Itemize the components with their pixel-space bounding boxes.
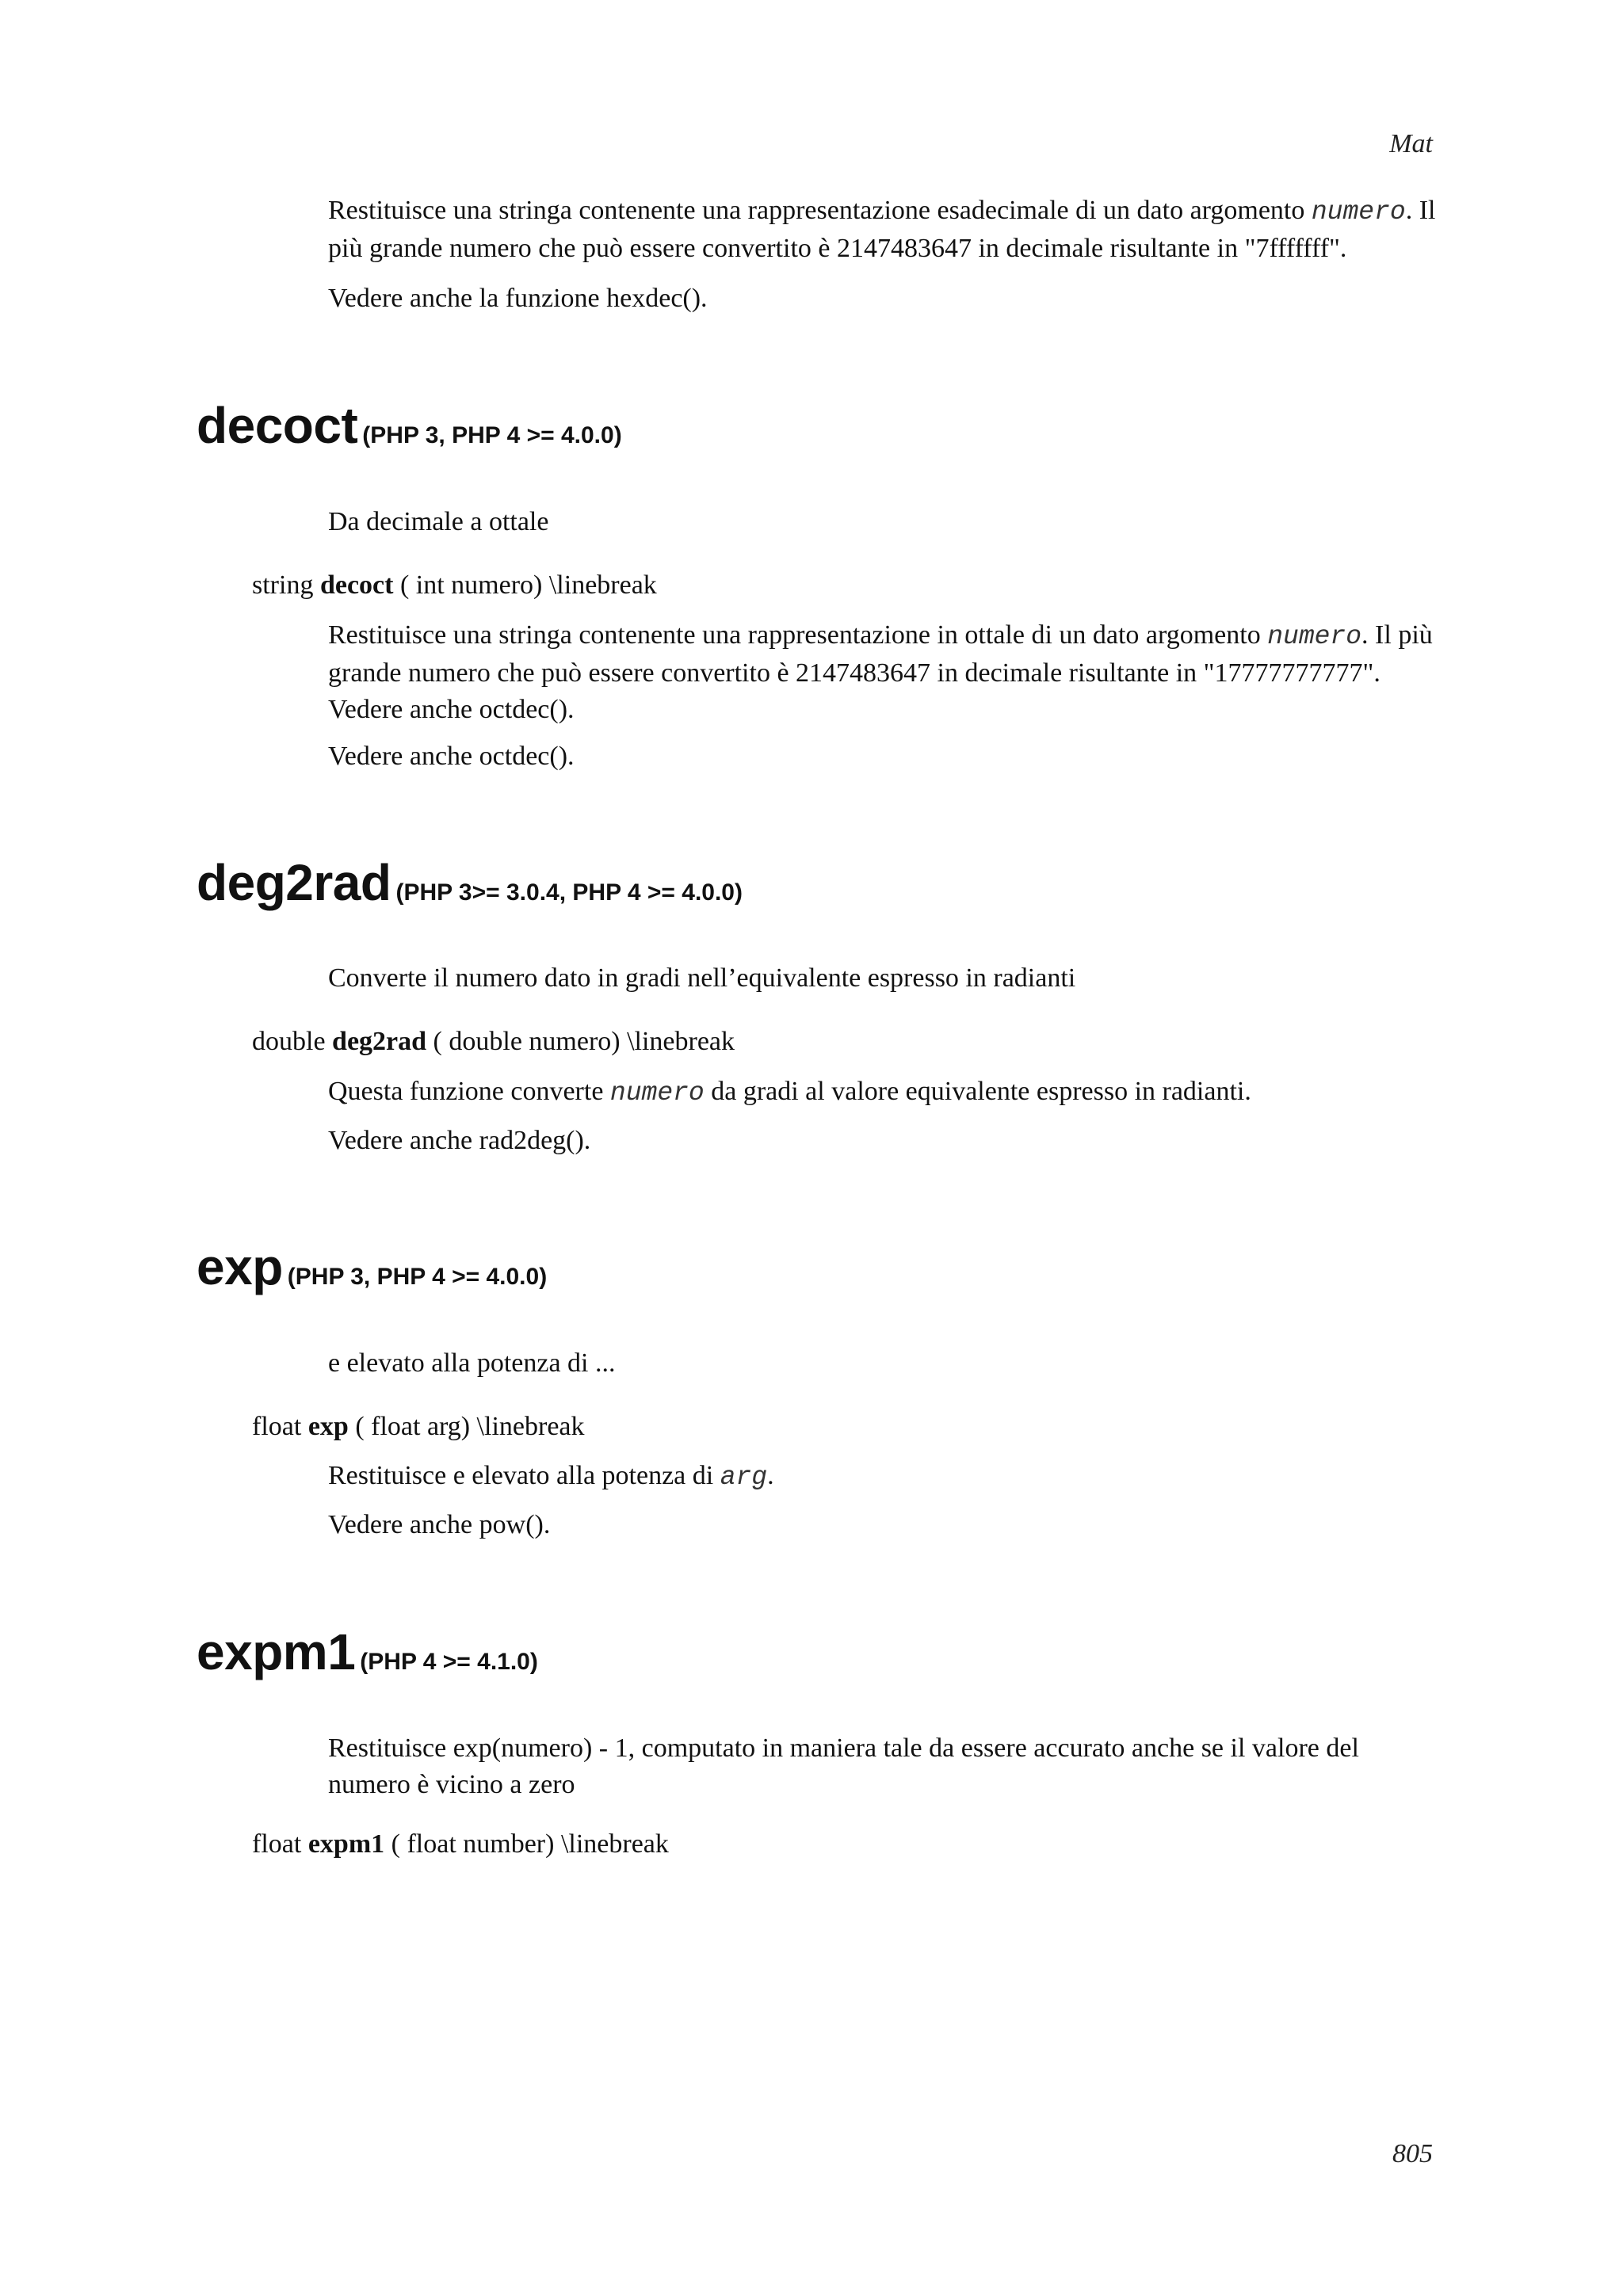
see-also-exp: Vedere anche pow(). xyxy=(328,1510,551,1539)
synopsis-exp xyxy=(252,1409,585,1445)
synopsis-function-name: exp xyxy=(307,1412,349,1441)
description-text-b: . xyxy=(767,1461,774,1490)
return-type: float xyxy=(252,1829,302,1859)
description-text-a: Restituisce e elevato alla potenza di xyxy=(328,1461,720,1490)
intro-parameter: numero xyxy=(1311,197,1406,227)
function-name: deg2rad xyxy=(197,854,391,911)
entry-heading-decoct xyxy=(197,396,622,455)
synopsis-arguments: ( int numero) \linebreak xyxy=(399,570,657,600)
running-header: Mat xyxy=(1389,129,1433,158)
function-name: decoct xyxy=(197,397,358,454)
description-text-b: da gradi al valore equivalente espresso in radianti. xyxy=(704,1077,1251,1106)
description-text-a: Restituisce una stringa contenente una rappresentazione in ottale di un dato argomento xyxy=(328,620,1268,650)
entry-heading-exp xyxy=(197,1238,547,1296)
synopsis-arguments: ( float arg) \linebreak xyxy=(355,1412,585,1441)
version-info: (PHP 3>= 3.0.4, PHP 4 >= 4.0.0) xyxy=(395,879,743,906)
version-info: (PHP 4 >= 4.1.0) xyxy=(360,1649,538,1675)
synopsis-function-name: decoct xyxy=(319,570,394,600)
function-name: expm1 xyxy=(197,1623,356,1680)
description-decoct xyxy=(328,617,1438,728)
synopsis-arguments: ( float number) \linebreak xyxy=(391,1829,669,1859)
see-also-deg2rad: Vedere anche rad2deg(). xyxy=(328,1126,591,1155)
intro-description-text-a: Restituisce una stringa contenente una rappresentazione esadecimale di un dato argomento xyxy=(328,196,1312,225)
description-deg2rad xyxy=(328,1074,1438,1112)
description-text-b: . Il più grande numero che può essere convertito è 2147483647 in decimale risultante in "17777777777". Vedere anche octdec(). xyxy=(328,620,1433,724)
intro-description xyxy=(328,193,1438,267)
function-name: exp xyxy=(197,1238,283,1295)
entry-heading-expm1 xyxy=(197,1623,538,1681)
synopsis-function-name: deg2rad xyxy=(332,1027,427,1056)
description-text-a: Questa funzione converte xyxy=(328,1077,610,1106)
purpose-exp: e elevato alla potenza di ... xyxy=(328,1348,616,1378)
synopsis-arguments: ( double numero) \linebreak xyxy=(433,1027,735,1056)
synopsis-function-name: expm1 xyxy=(307,1829,385,1859)
parameter: arg xyxy=(720,1463,768,1492)
see-also-decoct: Vedere anche octdec(). xyxy=(328,742,575,771)
parameter: numero xyxy=(1267,622,1362,651)
purpose-deg2rad: Converte il numero dato in gradi nell’equivalente espresso in radianti xyxy=(328,963,1076,993)
page-number: 805 xyxy=(1392,2139,1433,2168)
return-type: double xyxy=(252,1027,326,1056)
synopsis-deg2rad xyxy=(252,1024,735,1060)
version-info: (PHP 3, PHP 4 >= 4.0.0) xyxy=(287,1264,548,1290)
description-exp xyxy=(328,1458,1438,1496)
entry-heading-deg2rad xyxy=(197,853,743,912)
synopsis-expm1 xyxy=(252,1826,669,1863)
intro-see-also: Vedere anche la funzione hexdec(). xyxy=(328,284,708,313)
parameter: numero xyxy=(609,1078,705,1108)
return-type: float xyxy=(252,1412,302,1441)
purpose-expm1: Restituisce exp(numero) - 1, computato in maniera tale da essere accurato anche se il valore del numero è vicino a zero xyxy=(328,1733,1359,1799)
purpose-decoct: Da decimale a ottale xyxy=(328,507,549,536)
intro-description-text-b: . Il più grande numero che può essere convertito è 2147483647 in decimale risultante in "7fffffff". xyxy=(328,196,1436,263)
synopsis-decoct xyxy=(252,567,657,604)
return-type: string xyxy=(252,570,314,600)
version-info: (PHP 3, PHP 4 >= 4.0.0) xyxy=(362,422,622,448)
